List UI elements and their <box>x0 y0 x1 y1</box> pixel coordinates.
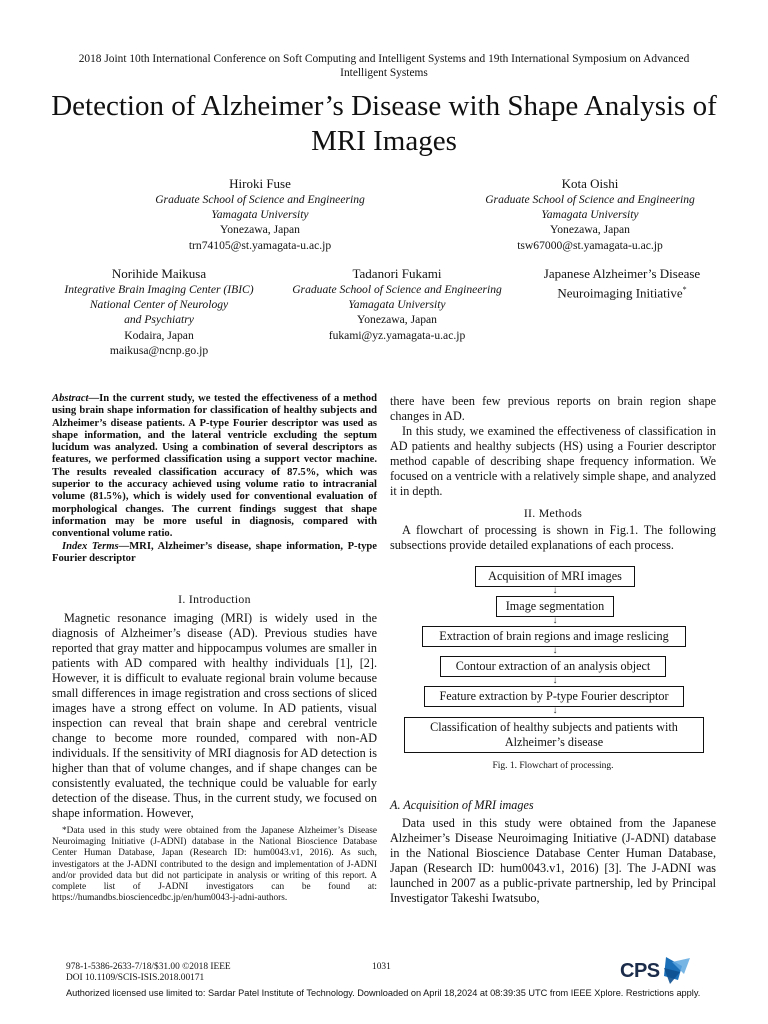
cps-logo-text: CPS <box>620 960 660 982</box>
author-affiliation: Graduate School of Science and Engineering <box>292 283 502 296</box>
author-name: Hiroki Fuse <box>229 176 291 191</box>
author-location: Kodaira, Japan <box>124 328 194 342</box>
flow-step-contour: Contour extraction of an analysis object <box>440 656 666 677</box>
introduction-paragraph: Magnetic resonance imaging (MRI) is widely used in the diagnosis of Alzheimer’s disease (AD). Previous studies have reported that gray matter and hippocampus volumes are smaller in patients with AD compared with healthy individuals [1], [2]. However, it is difficult to evaluate regional brain volume because small differences in image registration and cross sections of sliced images have a strong effect on volume. In AD patients, visual inspection can reveal that brain shape and cerebral ventricle change to become more rounded, compared with non-AD individuals. If the sensitivity of MRI diagnosis for AD detection is higher than that of volume changes, and if shape changes can be consistently evaluated, the technique could be valuable for early detection of the disease. Thus, in the current study, we focused on shape information. However, <box>52 611 377 820</box>
author-name: Norihide Maikusa <box>111 266 207 281</box>
author-block-fukami <box>272 266 522 343</box>
doi-line: DOI 10.1109/SCIS-ISIS.2018.00171 <box>66 973 205 983</box>
footnote-star: * <box>682 285 687 294</box>
flow-step-feature: Feature extraction by P-type Fourier descriptor <box>424 686 684 707</box>
acquisition-paragraph: Data used in this study were obtained from the Japanese Alzheimer’s Disease Neuroimaging Initiative (J-ADNI) database in the National Bioscience Database Center Human Database, Japan (Research ID: hum0043.v1, 2016) [3]. The J-ADNI was launched in 2007 as a public-private partnership, led by Principal Investigator Takeshi Iwatsubo, <box>390 816 716 905</box>
author-name: Kota Oishi <box>561 176 619 191</box>
author-affiliation-2: National Center of Neurology <box>89 298 229 312</box>
methods-intro <box>390 523 716 553</box>
author-email: tsw67000@st.yamagata-u.ac.jp <box>517 238 663 252</box>
index-terms <box>52 541 377 566</box>
subsection-heading-acquisition: A. Acquisition of MRI images <box>390 798 534 812</box>
flow-arrow: ↓ <box>552 615 558 626</box>
flow-arrow: ↓ <box>552 585 558 596</box>
figure-caption: Fig. 1. Flowchart of processing. <box>492 761 614 771</box>
author-email: trn74105@st.yamagata-u.ac.jp <box>188 238 332 252</box>
author-affiliation: Integrative Brain Imaging Center (IBIC) <box>64 283 254 296</box>
author-block-maikusa <box>40 266 278 358</box>
section-heading-methods: II. Methods <box>523 506 583 520</box>
flow-step-segmentation: Image segmentation <box>496 596 614 617</box>
index-terms-label: Index Terms <box>62 540 119 552</box>
flow-arrow: ↓ <box>552 645 558 656</box>
author-email: maikusa@ncnp.go.jp <box>109 343 209 357</box>
abstract <box>52 393 377 565</box>
flow-arrow: ↓ <box>552 705 558 716</box>
author-university: Yamagata University <box>348 298 446 312</box>
flow-step-classification: Classification of healthy subjects and patients with Alzheimer’s disease <box>404 717 704 753</box>
intro-paragraph-2: In this study, we examined the effectiveness of classification in AD patients and healthy subjects (HS) using a Fourier descriptor method capable of describing shape frequency information. We focused on a ventricle with a relatively simple shape, and analyzed it in depth. <box>390 424 716 498</box>
paper-title: Detection of Alzheimer’s Disease with Shape Analysis of MRI Images <box>51 90 717 157</box>
abstract-paragraph <box>52 393 377 541</box>
author-email: fukami@yz.yamagata-u.ac.jp <box>328 328 466 342</box>
license-notice: Authorized licensed use limited to: Sardar Patel Institute of Technology. Downloaded on April 18,2024 at 08:39:35 UTC from IEEE Xplore. Restrictions apply. <box>66 988 701 998</box>
author-block-fuse <box>140 176 380 253</box>
methods-paragraph: A flowchart of processing is shown in Fig.1. The following subsections provide detailed explanations of each process. <box>390 523 716 552</box>
author-name: Tadanori Fukami <box>352 266 442 281</box>
author-block-oishi <box>470 176 710 253</box>
cps-logo <box>620 954 696 988</box>
group-name-text: Neuroimaging Initiative <box>557 285 683 301</box>
author-affiliation: Graduate School of Science and Engineering <box>155 193 365 206</box>
flow-arrow: ↓ <box>552 675 558 686</box>
page-number: 1031 <box>372 962 391 972</box>
author-university: Yamagata University <box>211 208 309 222</box>
introduction-body <box>52 611 377 821</box>
intro-continuation: there have been few previous reports on brain region shape changes in AD. <box>390 394 716 423</box>
section-heading-introduction: I. Introduction <box>178 592 251 606</box>
author-location: Yonezawa, Japan <box>550 223 630 237</box>
abstract-text: —In the current study, we tested the effectiveness of a method using brain shape information for classification of healthy subjects and Alzheimer’s disease patients. A P-type Fourier descriptor was used as shape information, and the lateral ventricle excluding the septum lucidum was analyzed. Using a combination of several descriptors as features, we performed classification using a support vector machine. The results revealed classification accuracy of 87.5%, which was superior to the accuracy achieved using volume ratio to intracranial volume (81.5%), which is widely used for conventional evaluation of morphological changes. The current findings suggest that shape information may be more useful in diagnosis, compared with conventional volume ratio. <box>52 393 377 540</box>
flow-step-extraction: Extraction of brain regions and image reslicing <box>422 626 686 647</box>
author-affiliation-3: and Psychiatry <box>124 313 194 327</box>
author-location: Yonezawa, Japan <box>220 223 300 237</box>
index-terms-text: —MRI, Alzheimer’s disease, shape information, P-type Fourier descriptor <box>52 540 377 564</box>
conference-header: 2018 Joint 10th International Conference on Soft Computing and Intelligent Systems and 19th International Symposium on Advanced Intelligent Systems <box>78 53 690 79</box>
author-block-jadni <box>520 266 724 301</box>
footnote <box>52 826 377 904</box>
group-name-line1: Japanese Alzheimer’s Disease <box>543 266 701 281</box>
abstract-label: Abstract <box>52 393 89 404</box>
flow-step-acquisition: Acquisition of MRI images <box>475 566 635 587</box>
footnote-text: *Data used in this study were obtained from the Japanese Alzheimer’s Disease Neuroimaging Initiative (J-ADNI) database in the National Bioscience Database Center Human Database, Japan (Research ID: hum0043.v1, 2016). As such, investigators at the J-ADNI contributed to the design and implementation of J-ADNI and/or provided data but did not participate in analysis or writing of this report. A complete list of J-ADNI investigators can be found at: https://humandbs.biosciencedbc.jp/en/hum0043-j-adni-authors. <box>52 826 377 904</box>
acquisition-body <box>390 816 716 906</box>
author-location: Yonezawa, Japan <box>357 313 437 327</box>
right-column-intro <box>390 394 716 499</box>
group-name-line2 <box>520 282 724 301</box>
author-university: Yamagata University <box>541 208 639 222</box>
author-affiliation: Graduate School of Science and Engineering <box>485 193 695 206</box>
isbn-line: 978-1-5386-2633-7/18/$31.00 ©2018 IEEE <box>66 962 231 972</box>
